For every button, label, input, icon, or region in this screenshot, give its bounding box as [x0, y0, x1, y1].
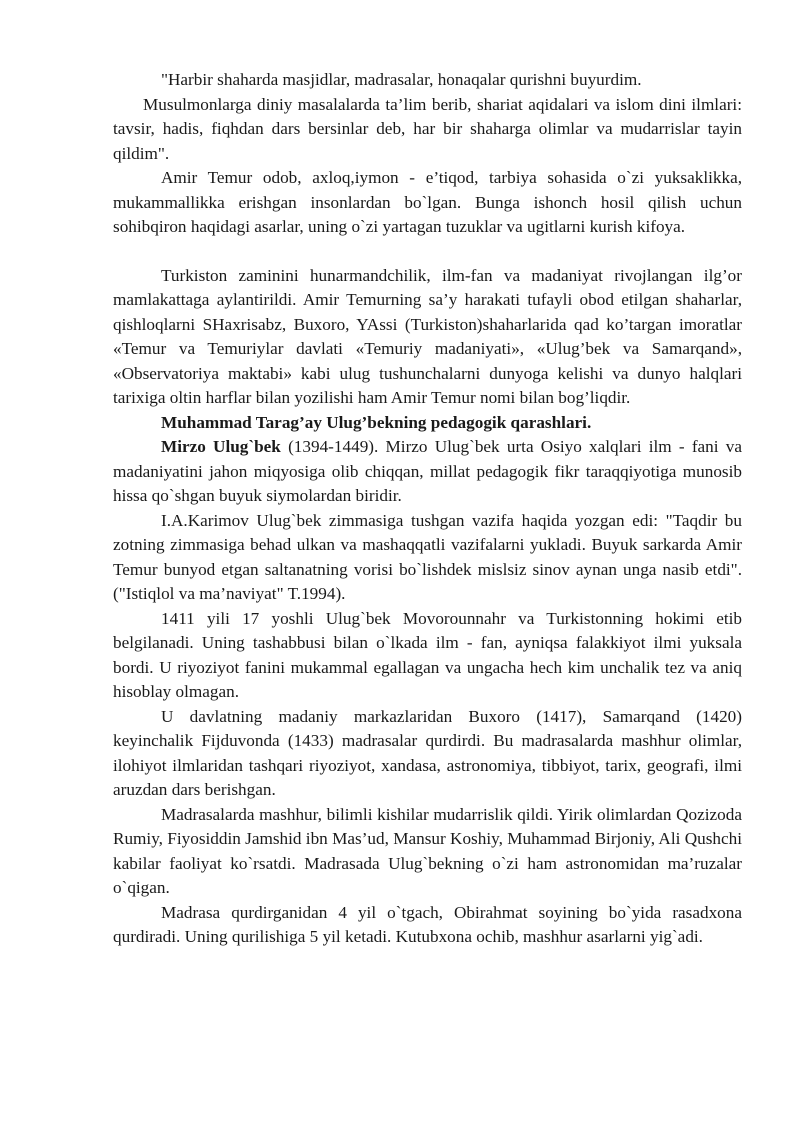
paragraph-karimov-quote: I.A.Karimov Ulug`bek zimmasiga tushgan vazifa haqida yozgan edi: "Taqdir bu zotning zimmasiga behad ulkan va mashaqqatli vazifalarni yukladi. Buyuk sarkarda Amir Temur bunyod etgan saltanatning vorisi bo`lishdek mislsiz sinov aynan unga nasib etdi".("Istiqlol va ma’naviyat" T.1994). [113, 510, 742, 603]
paragraph-1411: 1411 yili 17 yoshli Ulug`bek Movorounnahr va Turkistonning hokimi etib belgilanadi. Uning tashabbusi bilan o`lkada ilm - fan, ayniqsa falakkiyot ilmi yuksala bordi. U riyoziyot fanini mukammal egallagan va ungacha hech kim unchalik tez va aniq hisoblay olmagan. [113, 608, 742, 701]
paragraph-turkiston: Turkiston zaminini hunarmandchilik, ilm-fan va madaniyat rivojlangan ilg’or mamlakattaga aylantirildi. Amir Temurning sa’y harakati tufayli obod etilgan shaharlar, qishloqlarni SHaxrisabz, Buxoro, YAssi (Turkiston)shaharlarida qad ko’targan imoratlar «Temur va Temuriylar davlati «Temuriy madaniyati», «Ulug’bek va Samarqand», «Observatoriya maktabi» kabi ulug tushunchalarni dunyoga kelishi va dunyo halqlari tarixiga oltin harflar bilan yozilishi ham Amir Temur nomi bilan bog’liqdir. [113, 265, 742, 407]
paragraph-text: (1394-1449). Mirzo Ulug`bek urta Osiyo xalqlari ilm - fani va madaniyatini jahon miqyosiga olib chiqqan, millat pedagogik fikr taraqqiyotiga munosib hissa qo`shgan buyuk siymolardan biridir. [113, 437, 742, 505]
paragraph-mirzo-ulugbek [113, 435, 742, 509]
blank-line [113, 240, 742, 264]
section-heading: Muhammad Tarag’ay Ulug’bekning pedagogik qarashlari. [161, 412, 592, 432]
paragraph-amir-temur-virtues: Amir Temur odob, axloq,iymon - e’tiqod, tarbiya sohasida o`zi yuksaklikka, mukammallikka erishgan insonlardan bo`lgan. Bunga ishonch hosil qilish uchun sohibqiron haqidagi asarlar, uning o`zi yartagan tuzuklar va ugitlarni kurish kifoya. [113, 168, 742, 236]
document-page [113, 68, 742, 950]
paragraph-quote-start: "Harbir shaharda masjidlar, madrasalar, honaqalar qurishni buyurdim. [161, 70, 642, 89]
paragraph-quote-end: Musulmonlarga diniy masalalarda ta’lim berib, shariat aqidalari va islom dini ilmlari: tavsir, hadis, fiqhdan dars bersinlar deb, har bir shaharga olimlar va mudarrislar tayin qildim". [113, 94, 742, 163]
paragraph-scholars: Madrasalarda mashhur, bilimli kishilar mudarrislik qildi. Yirik olimlardan Qozizoda Rumiy, Fiyosiddin Jamshid ibn Mas’ud, Mansur Koshiy, Muhammad Birjoniy, Ali Qushchi kabilar faoliyat ko`rsatdi. Madrasada Ulug`bekning o`zi ham astronomidan ma’ruzalar o`qigan. [113, 804, 742, 897]
paragraph-observatory: Madrasa qurdirganidan 4 yil o`tgach, Obirahmat soyining bo`yida rasadxona qurdiradi. Uning qurilishiga 5 yil ketadi. Kutubxona ochib, mashhur asarlarni yig`adi. [113, 902, 742, 946]
paragraph-madrasas: U davlatning madaniy markazlaridan Buxoro (1417), Samarqand (1420) keyinchalik Fijduvonda (1433) madrasalar qurdirdi. Bu madrasalarda mashhur olimlar, ilohiyot ilmlaridan tashqari riyoziyot, xandasa, astronomiya, tibbiyot, tarix, geografi, ilmi aruzdan dars berishgan. [113, 706, 742, 799]
bold-name: Mirzo Ulug`bek [161, 437, 281, 456]
